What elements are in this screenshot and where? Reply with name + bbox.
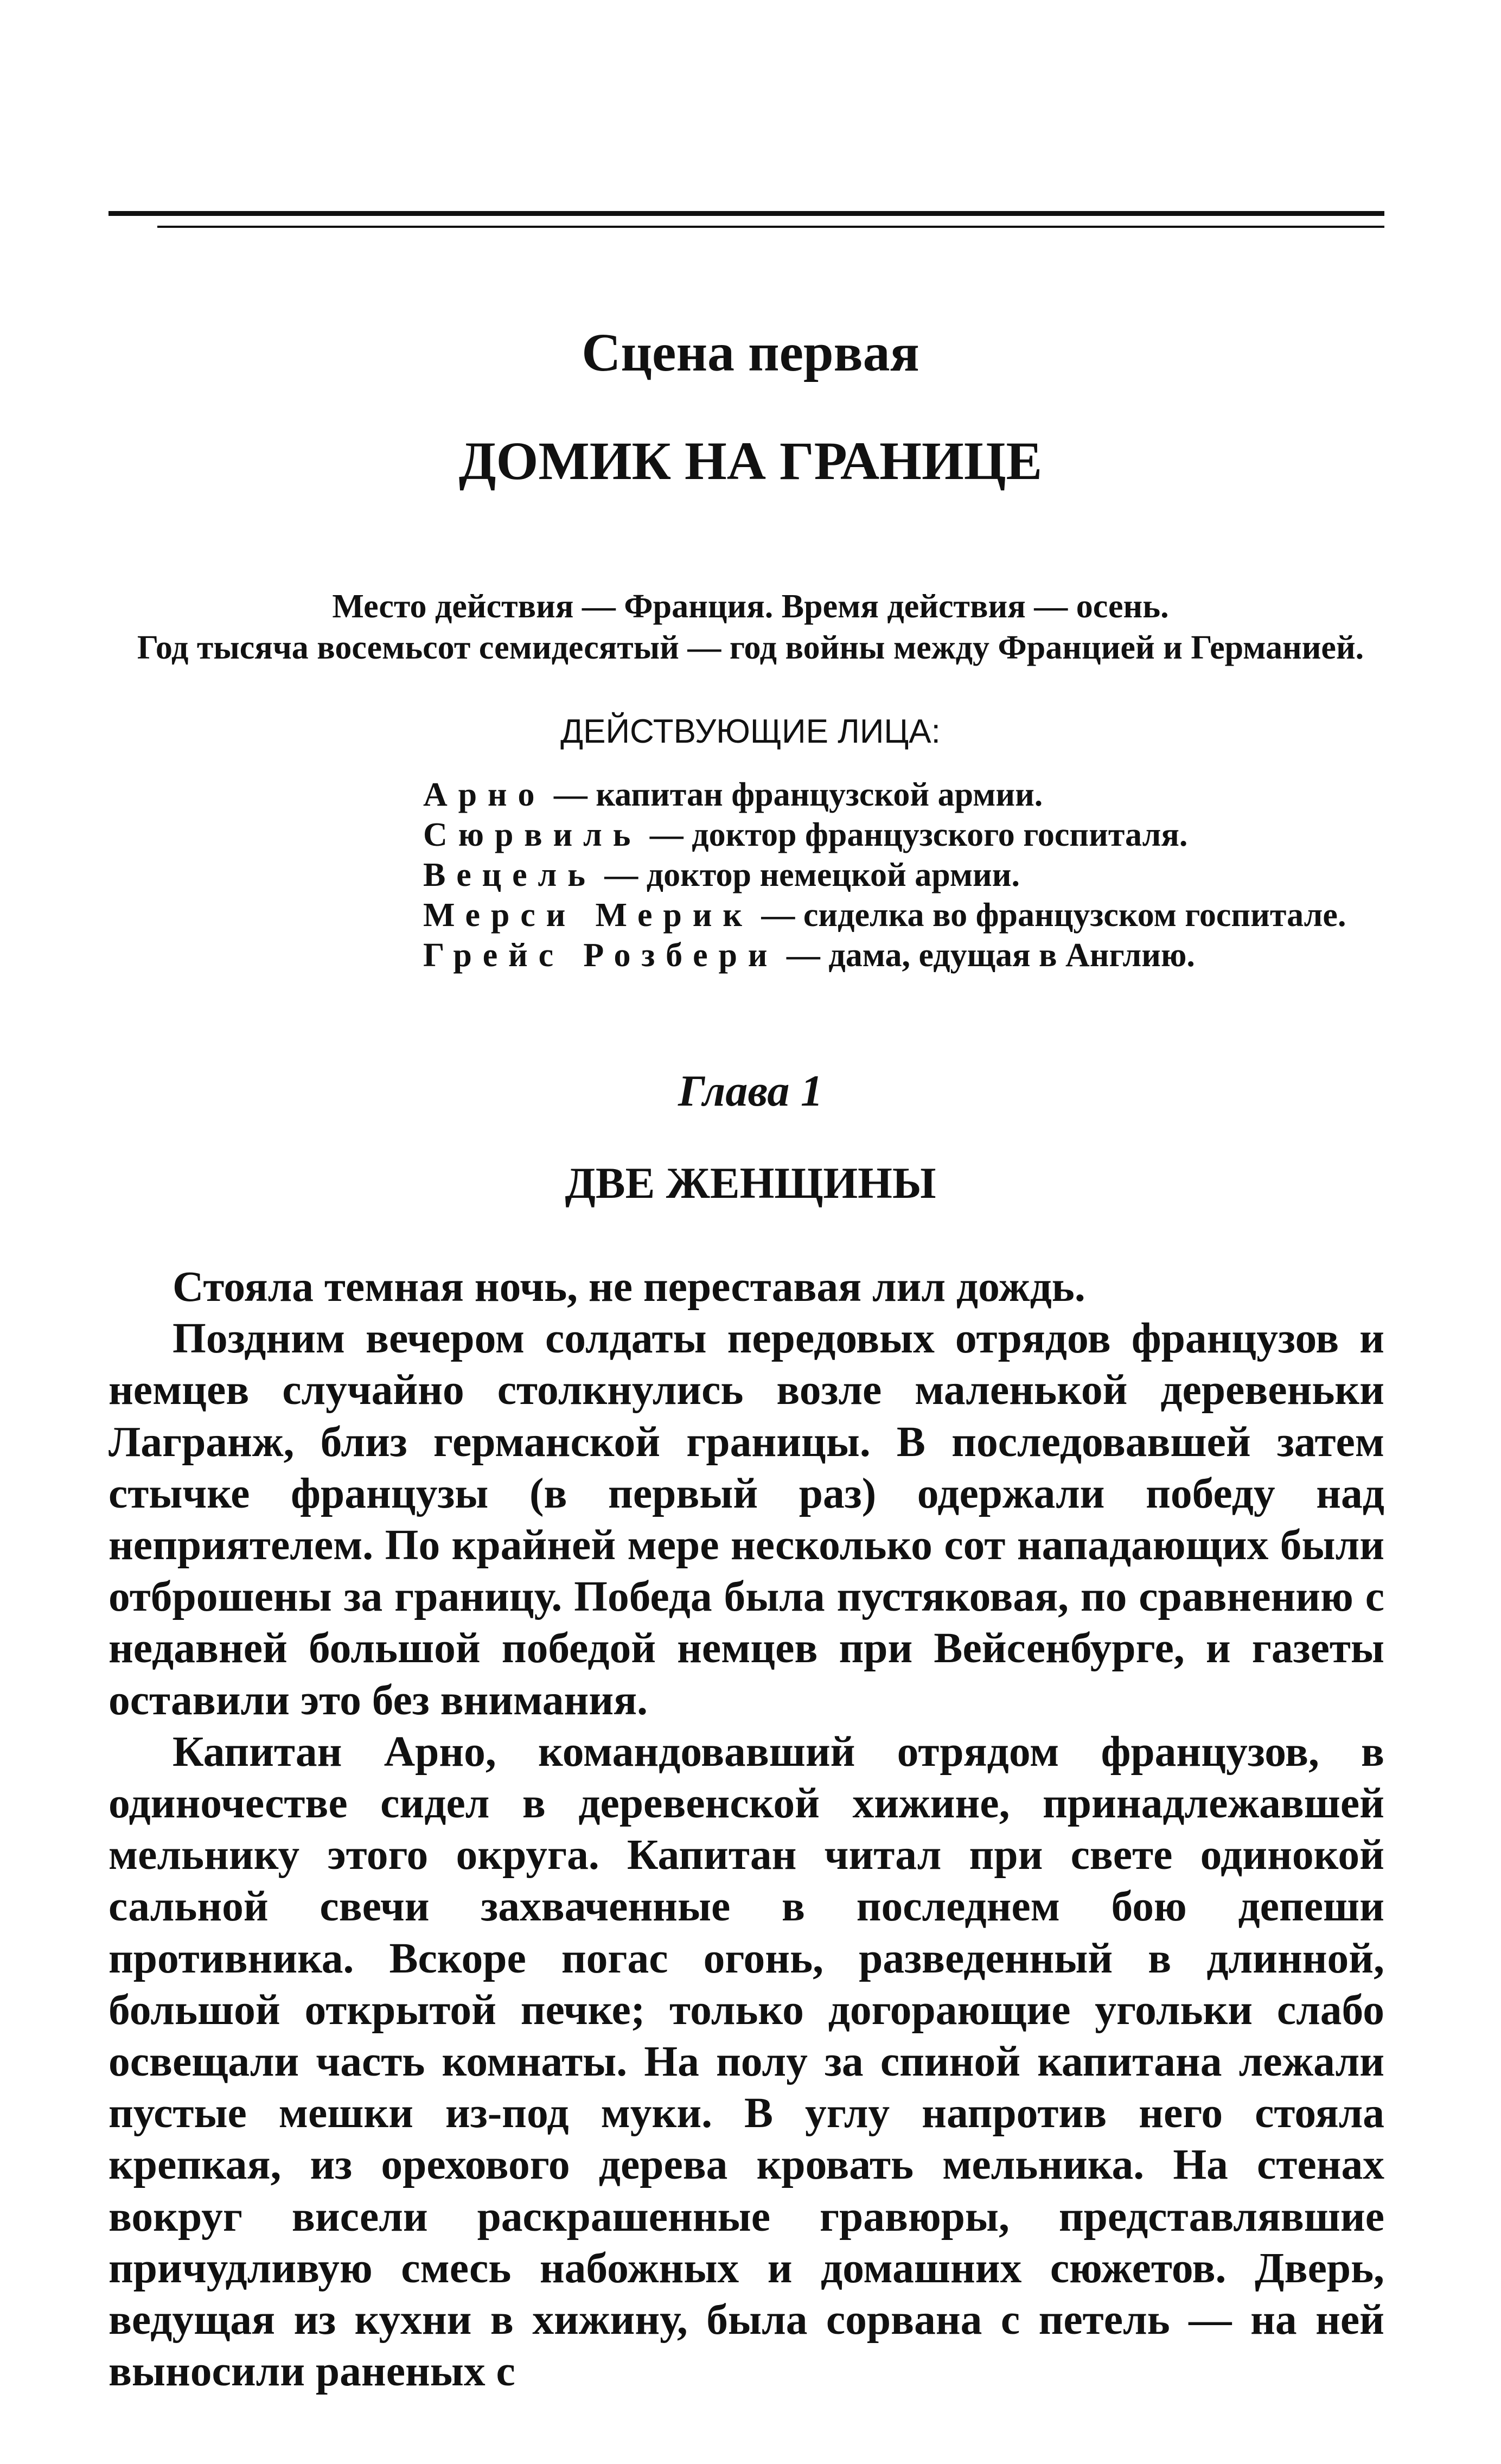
- cast-role: — доктор французского госпиталя.: [641, 816, 1188, 853]
- cast-item: [423, 935, 1454, 975]
- cast-item: [423, 895, 1454, 935]
- body-paragraph: Капитан Арно, командовавший отрядом французов, в одиночестве сидел в деревенской хижине, принадлежавшей мельнику этого округа. Капитан читал при свете одинокой сальной свечи захваченные в последнем бою депеши противника. Вскоре погас огонь, разведенный в длинной, большой открытой печке; только догорающие угольки слабо освещали часть комнаты. На полу за спиной капитана лежали пустые мешки из-под муки. В углу напротив него стояла крепкая, из орехового дерева кровать мельника. На стенах вокруг висели раскрашенные гравюры, представлявшие причудливую смесь набожных и домашних сюжетов. Дверь, ведущая из кухни в хижину, была сорвана с петель — на ней выносили раненых с: [108, 1727, 1384, 2396]
- cast-item: [423, 815, 1454, 855]
- cast-name: Сюрвиль: [423, 816, 642, 853]
- cast-list: [423, 775, 1454, 975]
- cast-heading: ДЕЙСТВУЮЩИЕ ЛИЦА:: [560, 713, 941, 750]
- body-text: [108, 1261, 1384, 2397]
- cast-role: — дама, едущая в Англию.: [778, 937, 1195, 974]
- scene-subtitle: ДОМИК НА ГРАНИЦЕ: [458, 431, 1043, 491]
- scene-title: Сцена первая: [582, 322, 919, 382]
- setting-line-place-time: Место действия — Франция. Время действия — осень.: [332, 588, 1169, 625]
- setting-block: [0, 586, 1501, 668]
- chapter-title: ДВЕ ЖЕНЩИНЫ: [565, 1158, 936, 1208]
- body-paragraph: Стояла темная ночь, не переставая лил дождь.: [173, 1263, 1085, 1311]
- cast-role: — сиделка во французском госпитале.: [752, 897, 1346, 934]
- cast-role: — капитан французской армии.: [545, 776, 1043, 813]
- body-paragraph: Поздним вечером солдаты передовых отрядов французов и немцев случайно столкнулись возле маленькой деревеньки Лагранж, близ германской границы. В последовавшей затем стычке французы (в первый раз) одержали победу над неприятелем. По крайней мере несколько сот нападающих были отброшены за границу. Победа была пустяковая, по сравнению с недавней большой победой немцев при Вейсенбурге, и газеты оставили это без внимания.: [108, 1314, 1384, 1724]
- top-rule-thick: [108, 211, 1384, 216]
- chapter-number: Глава 1: [678, 1066, 823, 1115]
- top-rule-thin: [157, 226, 1384, 228]
- cast-name: Мерси Мерик: [423, 897, 753, 934]
- cast-role: — доктор немецкой армии.: [596, 857, 1020, 893]
- cast-name: Арно: [423, 776, 546, 813]
- cast-item: [423, 775, 1454, 815]
- setting-line-year: Год тысяча восемьсот семидесятый — год войны между Францией и Германией.: [137, 629, 1364, 666]
- cast-name: Вецель: [423, 857, 596, 893]
- cast-name: Грейс Розбери: [423, 937, 778, 974]
- cast-item: [423, 855, 1454, 895]
